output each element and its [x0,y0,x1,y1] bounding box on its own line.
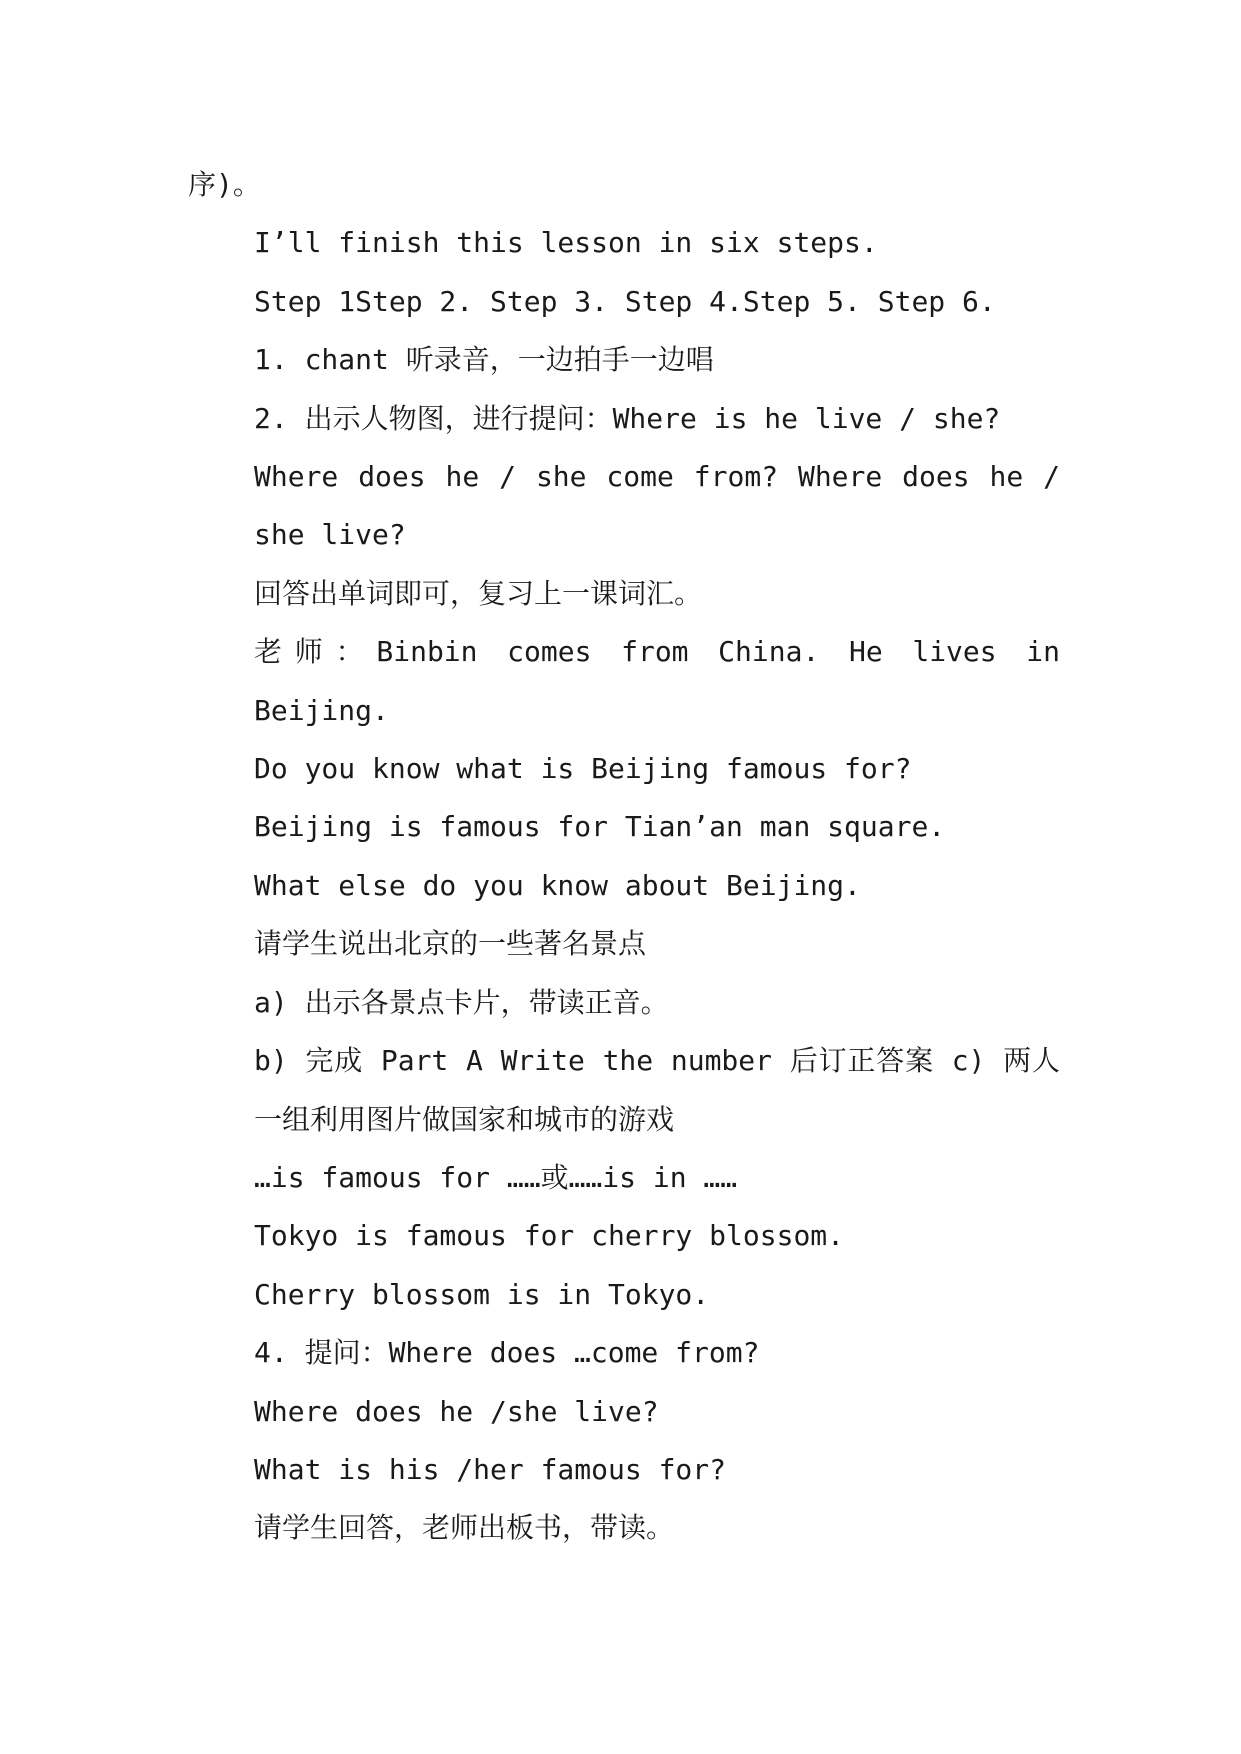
text-line: 2. 出示人物图，进行提问：Where is he live / she? [254,401,1001,435]
text-line: I’ll finish this lesson in six steps. [254,226,878,260]
lesson-plan-text [188,156,1077,1558]
text-line: Step 1Step 2. Step 3. Step 4.Step 5. Step 6. [254,284,996,318]
text-line: Do you know what is Beijing famous for? [254,752,912,786]
text-line: b) 完成 Part A Write the number 后订正答案 c) 两人一组利用图片做国家和城市的游戏 [254,1044,1060,1136]
text-line: 回答出单词即可，复习上一课词汇。 [254,576,703,610]
text-line: 序)。 [188,168,261,201]
text-line: Where does he / she come from? Where does he / she live? [254,460,1077,552]
text-line: Tokyo is famous for cherry blossom. [254,1219,845,1253]
text-line: 请学生说出北京的一些著名景点 [254,927,647,961]
text-line: …is famous for ……或……is in …… [254,1160,738,1194]
text-line: Cherry blossom is in Tokyo. [254,1277,710,1311]
text-line: Beijing is famous for Tian’an man square. [254,810,946,844]
text-line: 1. chant 听录音，一边拍手一边唱 [254,343,714,377]
text-line: What else do you know about Beijing. [254,868,861,902]
text-line: What is his /her famous for? [254,1452,727,1486]
text-line: 4. 提问：Where does …come from? [254,1336,760,1370]
text-line: Where does he /she live? [254,1394,659,1428]
text-line: a) 出示各景点卡片，带读正音。 [254,985,669,1019]
text-line: 请学生回答，老师出板书，带读。 [254,1511,675,1545]
text-line: 老师：Binbin comes from China. He lives in Beijing. [254,635,1077,727]
